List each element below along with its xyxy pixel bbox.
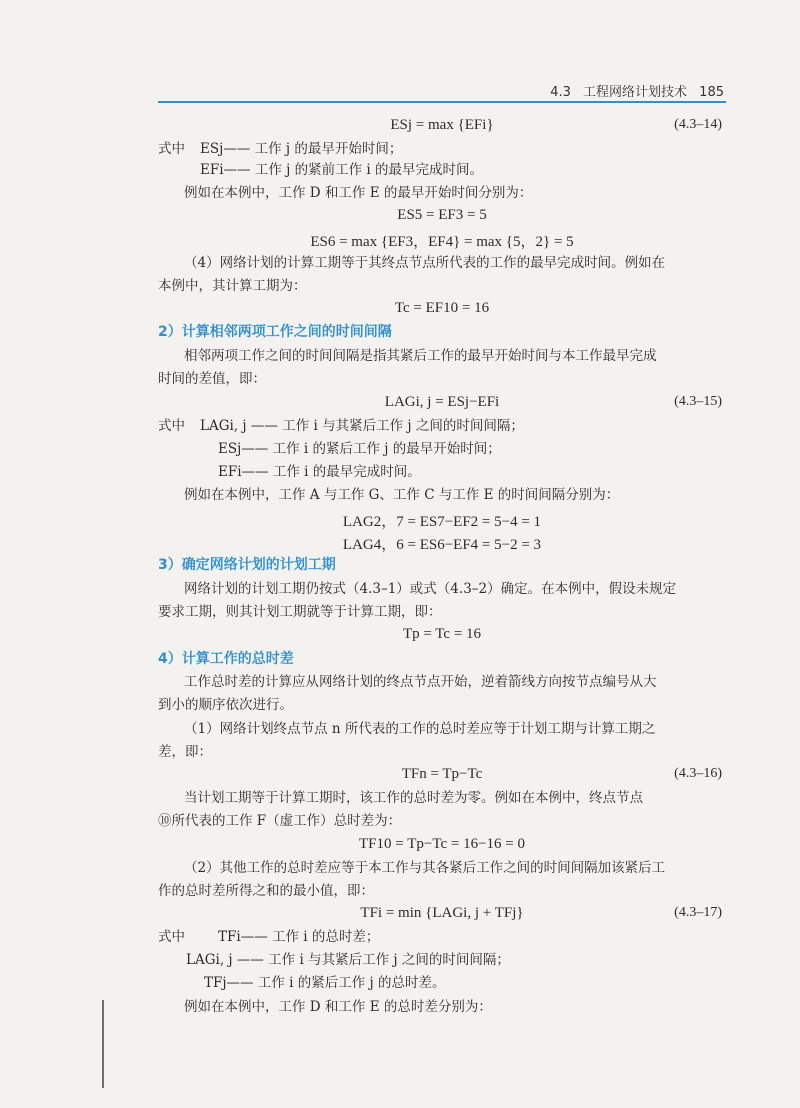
running-header — [500, 81, 724, 100]
section-heading: 3）确定网络计划的计划工期 — [158, 557, 336, 573]
header-section-title: 工程网络计划技术 — [583, 85, 688, 100]
definition-line: LAGi, j —— 工作 i 与其紧后工作 j 之间的时间间隔； — [186, 952, 510, 968]
paragraph-line: （2）其他工作的总时差应等于本工作与其各紧后工作之间的时间间隔加该紧后工 — [184, 860, 666, 876]
equation — [158, 836, 726, 854]
paragraph-line: 作的总时差所得之和的最小值，即： — [158, 883, 374, 899]
header-section-number: 4.3 — [550, 85, 571, 100]
equation — [158, 300, 726, 318]
equation-4-3-17 — [158, 905, 726, 923]
equation-number: (4.3–15) — [674, 394, 722, 409]
equation-4-3-14 — [158, 117, 726, 135]
equation-text: TFi = min {LAGi, j + TFj} — [360, 905, 524, 921]
equation-number: (4.3–17) — [674, 905, 722, 920]
paragraph-line: 相邻两项工作之间的时间间隔是指其紧后工作的最早开始时间与本工作最早完成 — [184, 348, 657, 364]
equation-text: LAGi, j = ESj−EFi — [384, 394, 500, 410]
equation — [158, 510, 726, 528]
paragraph-line: 工作总时差的计算应从网络计划的终点节点开始，逆着箭线方向按节点编号从大 — [184, 674, 657, 690]
page-number: 185 — [699, 85, 724, 100]
page-binding-edge — [102, 1000, 104, 1088]
definition-line: EFi—— 工作 j 的紧前工作 i 的最早完成时间。 — [200, 162, 483, 178]
header-rule — [158, 101, 726, 103]
equation-text: ESj = max {EFi} — [390, 117, 494, 133]
paragraph-line: 本例中，其计算工期为： — [158, 278, 307, 294]
paragraph-line: （1）网络计划终点节点 n 所代表的工作的总时差应等于计划工期与计算工期之 — [184, 721, 656, 737]
paragraph-line: 要求工期，则其计划工期就等于计算工期，即： — [158, 604, 442, 620]
paragraph-line: 例如在本例中，工作 A 与工作 G、工作 C 与工作 E 的时间间隔分别为： — [184, 487, 620, 503]
equation — [158, 207, 726, 225]
paragraph-line: 到小的顺序依次进行。 — [158, 697, 293, 713]
paragraph-line: 差，即： — [158, 744, 212, 760]
definition-line: LAGi, j —— 工作 i 与其紧后工作 j 之间的时间间隔； — [200, 418, 524, 434]
definition-line: TFj—— 工作 i 的紧后工作 j 的总时差。 — [204, 975, 446, 991]
equation — [158, 230, 726, 248]
section-heading: 4）计算工作的总时差 — [158, 651, 294, 667]
definition-line: TFi—— 工作 i 的总时差； — [218, 929, 380, 945]
equation-4-3-16 — [158, 766, 726, 784]
paragraph-line: 例如在本例中，工作 D 和工作 E 的最早开始时间分别为： — [184, 185, 533, 201]
equation-text: ES5 = EF3 = 5 — [397, 207, 487, 223]
equation-text: LAG2，7 = ES7−EF2 = 5−4 = 1 — [342, 514, 542, 530]
paragraph-line: ⑩所代表的工作 F（虚工作）总时差为： — [158, 813, 402, 829]
equation-number: (4.3–14) — [674, 117, 722, 132]
equation-number: (4.3–16) — [674, 766, 722, 781]
equation — [158, 626, 726, 644]
where-label: 式中 — [158, 418, 185, 434]
definition-line: ESj—— 工作 i 的紧后工作 j 的最早开始时间； — [218, 441, 501, 457]
equation — [158, 533, 726, 551]
where-label: 式中 — [158, 141, 185, 157]
definition-line: ESj—— 工作 j 的最早开始时间； — [200, 141, 403, 157]
paragraph-line: （4）网络计划的计算工期等于其终点节点所代表的工作的最早完成时间。例如在 — [184, 255, 666, 271]
equation-text: Tp = Tc = 16 — [402, 626, 482, 642]
paragraph-line: 网络计划的计划工期仍按式（4.3–1）或式（4.3–2）确定。在本例中，假设未规定 — [184, 581, 677, 597]
paragraph-line: 当计划工期等于计算工期时，该工作的总时差为零。例如在本例中，终点节点 — [184, 790, 643, 806]
equation-4-3-15 — [158, 394, 726, 412]
equation-text: LAG4，6 = ES6−EF4 = 5−2 = 3 — [342, 537, 542, 553]
equation-text: ES6 = max {EF3，EF4} = max {5，2} = 5 — [310, 234, 574, 250]
where-label: 式中 — [158, 929, 185, 945]
paragraph-line: 时间的差值，即： — [158, 371, 266, 387]
equation-text: TF10 = Tp−Tc = 16−16 = 0 — [359, 836, 525, 852]
paragraph-line: 例如在本例中，工作 D 和工作 E 的总时差分别为： — [184, 999, 492, 1015]
equation-text: TFn = Tp−Tc — [401, 766, 483, 782]
section-heading: 2）计算相邻两项工作之间的时间间隔 — [158, 324, 392, 340]
equation-text: Tc = EF10 = 16 — [394, 300, 490, 316]
definition-line: EFi—— 工作 i 的最早完成时间。 — [218, 464, 421, 480]
